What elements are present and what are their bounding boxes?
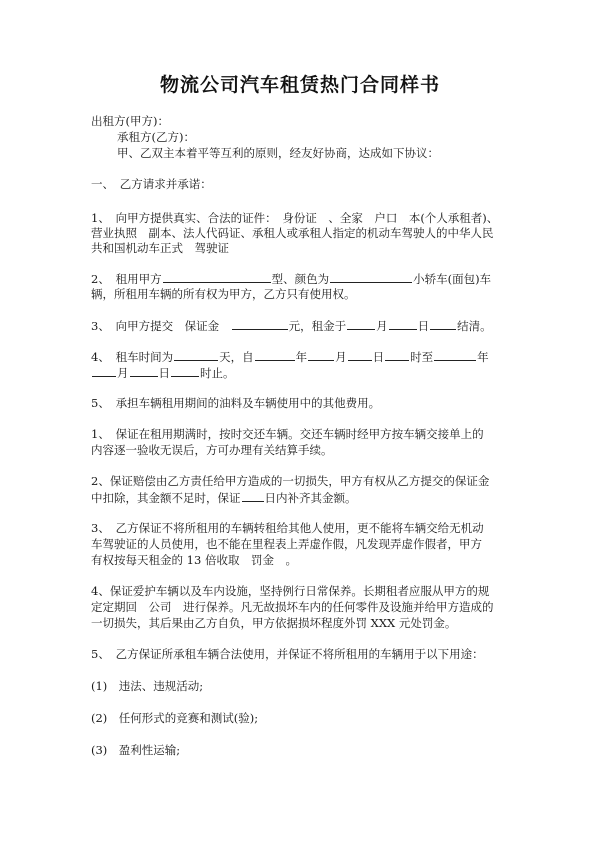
clause-4-part-d: 月	[335, 350, 347, 364]
clause-1-line-1: 1、 向甲方提供真实、合法的证件： 身份证 、全家 户口 本(个人承租者)、	[91, 211, 499, 225]
blank-field[interactable]	[130, 365, 158, 377]
guarantee-2-part-b: 日内补齐其金额。	[264, 491, 357, 505]
clause-4-part-e: 日	[372, 350, 385, 364]
clause-1-line-2: 营业执照 副本、法人代码证、承租人或承租人指定的机动车驾驶人的中华人民	[91, 226, 494, 240]
guarantee-1-line-2: 内容逐一验收无误后，方可办理有关结算手续。	[91, 443, 333, 457]
clause-4-part-f: 时至	[410, 350, 434, 364]
clause-2-part-b: 型、颜色为	[271, 272, 330, 286]
preamble-line: 甲、乙双主本着平等互利的原则，经友好协商，达成如下协议：	[117, 146, 439, 160]
blank-field[interactable]	[389, 318, 417, 330]
guarantee-2-line-2	[91, 490, 357, 505]
clause-3-part-e: 结清。	[457, 319, 492, 333]
clause-1-line-3: 共和国机动车正式 驾驶证	[91, 241, 229, 255]
clause-4-part-a: 4、 租车时间为	[91, 350, 174, 364]
document-title: 物流公司汽车租赁热门合同样书	[159, 74, 440, 96]
clause-4-line-2	[91, 365, 235, 380]
use-item-3: (3) 盈利性运输;	[91, 743, 181, 757]
guarantee-5-line-1: 5、 乙方保证所承租车辆合法使用，并保证不将所租用的车辆用于以下用途：	[91, 647, 484, 661]
clause-2-line-1	[91, 271, 491, 286]
blank-field[interactable]	[347, 318, 375, 330]
guarantee-3-line-3: 有权按每天租金的 13 倍收取 罚金 。	[91, 553, 297, 567]
blank-field[interactable]	[430, 318, 456, 330]
lessor-line: 出租方(甲方)：	[91, 114, 169, 128]
clause-5-line-1: 5、 承担车辆租用期间的油料及车辆使用中的其他费用。	[91, 396, 381, 410]
clause-4-part-h: 月	[117, 366, 129, 380]
blank-field[interactable]	[330, 271, 412, 283]
guarantee-4-line-1: 4、保证爱护车辆以及车内设施，坚持例行日常保养。长期租者应服从甲方的规	[91, 584, 490, 598]
clause-2-part-c: 小轿车(面包)车	[413, 272, 492, 286]
clause-3-part-a: 3、 向甲方提交 保证金	[91, 319, 231, 333]
use-item-2: (2) 任何形式的竞赛和测试(验);	[91, 711, 259, 725]
clause-4-part-c: 年	[295, 350, 308, 364]
blank-field[interactable]	[385, 349, 409, 361]
blank-field[interactable]	[242, 490, 264, 502]
lessee-line: 承租方(乙方)：	[117, 130, 195, 144]
clause-4-part-i: 日	[158, 366, 170, 380]
blank-field[interactable]	[308, 349, 334, 361]
clause-4-part-j: 时止。	[200, 366, 235, 380]
clause-2-line-2: 辆，所租用车辆的所有权为甲方，乙方只有使用权。	[91, 287, 356, 301]
blank-field[interactable]	[163, 271, 271, 283]
blank-field[interactable]	[255, 349, 295, 361]
clause-3-part-b: 元，租金于	[288, 319, 347, 333]
guarantee-1-line-1: 1、 保证在租用期满时，按时交还车辆。交还车辆时经甲方按车辆交接单上的	[91, 427, 484, 441]
clause-4-part-b: 天，自	[219, 350, 254, 364]
guarantee-3-line-1: 3、 乙方保证不将所租用的车辆转租给其他人使用，更不能将车辆交给无机动	[91, 521, 484, 535]
use-item-1: (1) 违法、违规活动;	[91, 679, 204, 693]
clause-2-part-a: 2、 租用甲方	[91, 272, 162, 286]
blank-field[interactable]	[348, 349, 372, 361]
guarantee-2-line-1: 2、保证赔偿由乙方责任给甲方造成的一切损失，甲方有权从乙方提交的保证金	[91, 474, 490, 488]
blank-field[interactable]	[232, 318, 288, 330]
guarantee-3-line-2: 车驾驶证的人员使用，也不能在里程表上弄虚作假，凡发现弄虚作假者，甲方	[91, 537, 482, 551]
blank-field[interactable]	[92, 365, 116, 377]
blank-field[interactable]	[174, 349, 218, 361]
guarantee-4-line-2: 定定期回 公司 进行保养。凡无故损坏车内的任何零件及设施并给甲方造成的	[91, 600, 494, 614]
clause-4-part-g: 年	[477, 350, 489, 364]
clause-4-line-1	[91, 349, 489, 364]
clause-3-part-c: 月	[376, 319, 388, 333]
blank-field[interactable]	[434, 349, 476, 361]
clause-3-line-1	[91, 318, 492, 333]
blank-field[interactable]	[171, 365, 199, 377]
section-heading: 一、 乙方请求并承诺：	[91, 177, 212, 191]
guarantee-4-line-3: 一切损失，其后果由乙方自负，甲方依据损坏程度外罚 XXX 元处罚金。	[91, 616, 457, 630]
clause-3-part-d: 日	[417, 319, 430, 333]
guarantee-2-part-a: 中扣除，其金额不足时，保证	[91, 491, 241, 505]
